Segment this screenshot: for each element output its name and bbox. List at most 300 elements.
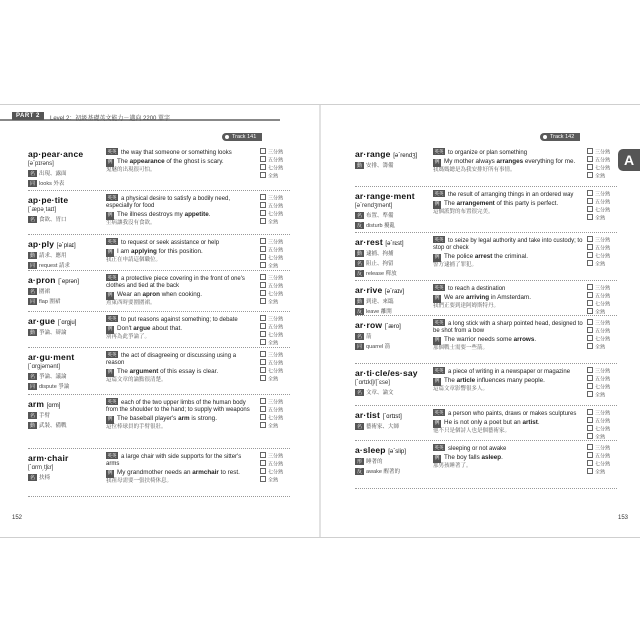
mastery-label: 七分熟 [595, 253, 611, 260]
pos-meaning: looks 外表 [39, 181, 65, 187]
headword [355, 445, 433, 455]
mastery-option[interactable] [587, 383, 617, 391]
pos-meaning: 箭 [366, 334, 372, 340]
mastery-option[interactable] [260, 274, 290, 282]
english-definition [433, 190, 583, 199]
mastery-checkbox[interactable] [587, 214, 593, 220]
mastery-checkbox[interactable] [260, 282, 266, 288]
mastery-option[interactable] [260, 246, 290, 254]
mastery-option[interactable] [260, 460, 290, 468]
en-en-tag: 英英 [434, 445, 444, 450]
mastery-checkbox[interactable] [260, 254, 266, 260]
en-en-tag: 英英 [434, 149, 444, 154]
vocab-entry [355, 187, 617, 233]
headword-text: ar·range [355, 149, 391, 159]
mastery-option[interactable] [587, 444, 617, 452]
mastery-label: 三分熟 [595, 285, 611, 292]
example-text: The [444, 200, 457, 207]
mastery-option[interactable] [587, 335, 617, 343]
mastery-label: 全熟 [268, 477, 279, 484]
mastery-checkbox[interactable] [260, 460, 266, 466]
pos-badge: 名 [30, 171, 36, 177]
mastery-checkbox[interactable] [260, 262, 266, 268]
definition-text: a protective piece covering in the front of one's clothes and tied at the back [106, 276, 245, 289]
mastery-option[interactable] [260, 298, 290, 306]
pos-meaning: 阻止、拘留 [366, 261, 394, 267]
pronunciation: [əˋrendʒ] [393, 153, 418, 159]
example-sentence [433, 294, 583, 303]
part-of-speech-row [355, 342, 433, 350]
headword-text: a·pron [28, 275, 56, 285]
letter-index-tab[interactable]: A [618, 149, 640, 171]
example-text: My grandmother needs an [117, 469, 193, 476]
mastery-option[interactable] [260, 290, 290, 298]
mastery-checkbox[interactable] [587, 327, 593, 333]
pos-meaning: 食欲、胃口 [39, 217, 67, 223]
example-text: My mother always [444, 158, 497, 165]
pos-meaning: 手臂 [39, 413, 51, 419]
part-of-speech-row [355, 249, 433, 257]
mastery-option[interactable] [587, 417, 617, 425]
pronunciation: [əˋrendʒmənt] [355, 203, 393, 209]
mastery-checkbox[interactable] [587, 391, 593, 397]
entry-headword-block [355, 320, 433, 350]
mastery-checklist [260, 194, 290, 226]
example-keyword: arranges [496, 158, 524, 165]
mastery-option[interactable] [260, 148, 290, 156]
mastery-option[interactable] [260, 262, 290, 270]
mastery-checklist [587, 148, 617, 180]
entry-headword-block [28, 352, 106, 390]
definition-text: to put reasons against something; to debate [121, 317, 238, 323]
pos-badge: 同 [30, 299, 36, 305]
pronunciation: [ɑrm] [46, 403, 61, 409]
example-translation: 這個派對的布置很完美。 [433, 208, 494, 215]
mastery-option[interactable] [260, 194, 290, 202]
mastery-checkbox[interactable] [260, 414, 266, 420]
mastery-checkbox[interactable] [587, 319, 593, 325]
mastery-checkbox[interactable] [587, 335, 593, 341]
pos-badge: 名 [30, 475, 36, 481]
mastery-option[interactable] [260, 218, 290, 226]
mastery-label: 五分熟 [595, 328, 611, 335]
mastery-checkbox[interactable] [260, 164, 266, 170]
mastery-checkbox[interactable] [260, 359, 266, 365]
mastery-label: 五分熟 [595, 293, 611, 300]
mastery-option[interactable] [587, 433, 617, 441]
mastery-checkbox[interactable] [260, 406, 266, 412]
mastery-option[interactable] [587, 308, 617, 316]
mastery-label: 七分熟 [595, 384, 611, 391]
mastery-checklist [587, 367, 617, 399]
mastery-checkbox[interactable] [260, 290, 266, 296]
mastery-checkbox[interactable] [587, 198, 593, 204]
example-tag: 例 [434, 254, 440, 260]
definition-text: to request or seek assistance or help [121, 240, 220, 246]
mastery-checkbox[interactable] [260, 476, 266, 482]
mastery-option[interactable] [260, 359, 290, 367]
mastery-checkbox[interactable] [587, 417, 593, 423]
headword [28, 195, 106, 205]
mastery-checkbox[interactable] [587, 409, 593, 415]
mastery-option[interactable] [260, 156, 290, 164]
example-sentence [433, 253, 583, 262]
entry-headword-block [355, 410, 433, 430]
part-of-speech-row [355, 269, 433, 277]
mastery-option[interactable] [260, 414, 290, 422]
example-keyword: apron [142, 291, 160, 298]
mastery-checkbox[interactable] [587, 367, 593, 373]
mastery-checkbox[interactable] [260, 468, 266, 474]
mastery-option[interactable] [587, 452, 617, 460]
part-of-speech-row [28, 169, 106, 177]
mastery-checkbox[interactable] [587, 260, 593, 266]
page-number-left: 152 [12, 515, 23, 521]
mastery-checkbox[interactable] [260, 298, 266, 304]
mastery-checkbox[interactable] [587, 236, 593, 242]
mastery-checkbox[interactable] [587, 433, 593, 439]
mastery-label: 五分熟 [268, 203, 284, 210]
mastery-checkbox[interactable] [260, 339, 266, 345]
mastery-checkbox[interactable] [260, 422, 266, 428]
mastery-option[interactable] [587, 172, 617, 180]
part-of-speech-row [28, 215, 106, 223]
mastery-label: 全熟 [268, 263, 279, 270]
mastery-checkbox[interactable] [260, 452, 266, 458]
pronunciation: [əˋplaɪ] [56, 243, 76, 249]
mastery-option[interactable] [260, 210, 290, 218]
definition-text: to seize by legal authority and take into custody; to stop or check [433, 238, 583, 251]
mastery-label: 全熟 [595, 344, 606, 351]
mastery-option[interactable] [587, 425, 617, 433]
mastery-checkbox[interactable] [587, 190, 593, 196]
mastery-label: 五分熟 [268, 283, 284, 290]
mastery-checkbox[interactable] [587, 172, 593, 178]
example-keyword: argue [133, 325, 151, 332]
entry-definition-block [433, 444, 583, 470]
example-keyword: applying [131, 248, 157, 255]
entry-headword-block [28, 453, 106, 481]
vocab-entry [28, 449, 290, 497]
mastery-label: 七分熟 [268, 415, 284, 422]
mastery-option[interactable] [587, 300, 617, 308]
left-page-entries [28, 145, 290, 497]
pos-meaning: awake 醒著的 [366, 469, 400, 475]
mastery-label: 七分熟 [268, 211, 284, 218]
mastery-checkbox[interactable] [587, 444, 593, 450]
mastery-option[interactable] [260, 476, 290, 484]
mastery-option[interactable] [260, 172, 290, 180]
example-text: in Amsterdam. [489, 294, 532, 301]
mastery-label: 五分熟 [595, 453, 611, 460]
mastery-option[interactable] [587, 409, 617, 417]
mastery-checkbox[interactable] [260, 315, 266, 321]
headword [355, 191, 433, 201]
vocab-entry [28, 191, 290, 235]
mastery-checkbox[interactable] [260, 210, 266, 216]
mastery-option[interactable] [587, 148, 617, 156]
example-tag: 例 [434, 159, 440, 165]
part-of-speech-row [28, 473, 106, 481]
mastery-checkbox[interactable] [587, 308, 593, 314]
english-definition [106, 351, 256, 367]
mastery-option[interactable] [587, 319, 617, 327]
mastery-option[interactable] [260, 406, 290, 414]
example-keyword: article [456, 377, 476, 384]
definition-text: sleeping or not awake [448, 446, 507, 452]
pos-badge: 名 [30, 217, 36, 223]
mastery-checklist [587, 444, 617, 476]
mastery-label: 三分熟 [595, 149, 611, 156]
pos-meaning: 到達、來臨 [366, 299, 394, 305]
mastery-checkbox[interactable] [587, 452, 593, 458]
headword-text: a·sleep [355, 445, 386, 455]
mastery-option[interactable] [260, 452, 290, 460]
mastery-checkbox[interactable] [260, 274, 266, 280]
mastery-checkbox[interactable] [260, 246, 266, 252]
mastery-checkbox[interactable] [587, 244, 593, 250]
part-of-speech-row [28, 411, 106, 419]
example-text: The [117, 158, 130, 165]
example-text: We are [444, 294, 466, 301]
mastery-option[interactable] [587, 252, 617, 260]
example-translation: 這位棒球員的手臂很壯。 [106, 423, 167, 430]
mastery-label: 七分熟 [595, 461, 611, 468]
mastery-checklist [587, 319, 617, 351]
example-keyword: artist [522, 419, 538, 426]
mastery-checkbox[interactable] [260, 194, 266, 200]
mastery-checkbox[interactable] [587, 156, 593, 162]
entry-definition-block [433, 409, 583, 435]
en-en-tag: 英英 [434, 368, 444, 373]
pos-meaning: quarrel 箭 [366, 344, 391, 350]
mastery-checkbox[interactable] [587, 284, 593, 290]
mastery-checkbox[interactable] [260, 367, 266, 373]
pos-badge: 動 [30, 330, 36, 336]
example-translation: 他不只是個詩人也是個藝術家。 [433, 427, 511, 434]
mastery-label: 三分熟 [268, 453, 284, 460]
mastery-option[interactable] [260, 331, 290, 339]
mastery-label: 全熟 [268, 299, 279, 306]
mastery-label: 七分熟 [595, 426, 611, 433]
mastery-checkbox[interactable] [587, 164, 593, 170]
headword-text: arm·chair [28, 453, 69, 463]
example-translation: 警方逮捕了罪犯。 [433, 261, 478, 268]
mastery-checkbox[interactable] [587, 468, 593, 474]
mastery-checkbox[interactable] [587, 425, 593, 431]
mastery-checkbox[interactable] [260, 218, 266, 224]
mastery-option[interactable] [260, 351, 290, 359]
mastery-label: 五分熟 [595, 157, 611, 164]
pos-meaning: 請求、應用 [39, 253, 67, 259]
pos-meaning: 圍裙 [39, 289, 51, 295]
mastery-option[interactable] [260, 254, 290, 262]
mastery-option[interactable] [587, 327, 617, 335]
example-translation: 那個戰士需要一些箭。 [433, 344, 489, 351]
mastery-label: 七分熟 [268, 469, 284, 476]
headword-text: ar·ti·cle/es·say [355, 368, 418, 378]
mastery-checkbox[interactable] [260, 156, 266, 162]
definition-text: to organize or plan something [448, 150, 528, 156]
mastery-checkbox[interactable] [260, 398, 266, 404]
mastery-checkbox[interactable] [587, 460, 593, 466]
mastery-option[interactable] [260, 315, 290, 323]
mastery-checkbox[interactable] [260, 238, 266, 244]
mastery-checkbox[interactable] [260, 172, 266, 178]
headword [28, 239, 106, 249]
mastery-checkbox[interactable] [587, 252, 593, 258]
mastery-checkbox[interactable] [260, 331, 266, 337]
mastery-checkbox[interactable] [587, 383, 593, 389]
mastery-option[interactable] [587, 198, 617, 206]
example-sentence [106, 368, 256, 377]
mastery-checklist [260, 238, 290, 270]
en-en-tag: 英英 [434, 320, 444, 325]
example-text: when cooking. [159, 291, 202, 298]
mastery-option[interactable] [587, 292, 617, 300]
pos-badge: 動 [357, 163, 363, 169]
mastery-checkbox[interactable] [260, 323, 266, 329]
pos-badge: 同 [30, 384, 36, 390]
mastery-option[interactable] [260, 339, 290, 347]
mastery-checklist [587, 284, 617, 316]
mastery-checkbox[interactable] [260, 202, 266, 208]
entry-definition-block [433, 367, 583, 393]
mastery-checkbox[interactable] [260, 351, 266, 357]
mastery-label: 全熟 [595, 434, 606, 441]
mastery-option[interactable] [587, 260, 617, 268]
mastery-option[interactable] [260, 164, 290, 172]
mastery-label: 全熟 [268, 423, 279, 430]
mastery-option[interactable] [260, 238, 290, 246]
part-of-speech-row [355, 422, 433, 430]
mastery-checkbox[interactable] [587, 148, 593, 154]
headword-text: ap·pear·ance [28, 149, 84, 159]
mastery-label: 三分熟 [595, 445, 611, 452]
mastery-label: 全熟 [268, 376, 279, 383]
mastery-option[interactable] [260, 323, 290, 331]
mastery-option[interactable] [587, 190, 617, 198]
mastery-option[interactable] [587, 156, 617, 164]
example-text: I am [117, 248, 132, 255]
mastery-label: 全熟 [268, 173, 279, 180]
part-of-speech-row [28, 179, 106, 187]
mastery-option[interactable] [587, 391, 617, 399]
vocab-entry [28, 271, 290, 312]
part-of-speech-row [28, 261, 106, 269]
headword [28, 399, 106, 409]
example-text: Don't [117, 325, 134, 332]
pos-badge: 同 [30, 263, 36, 269]
example-keyword: appetite [184, 211, 209, 218]
mastery-checkbox[interactable] [587, 343, 593, 349]
mastery-option[interactable] [587, 164, 617, 172]
mastery-option[interactable] [260, 398, 290, 406]
mastery-option[interactable] [587, 460, 617, 468]
definition-text: a physical desire to satisfy a bodily need, especially for food [106, 196, 231, 209]
headword [355, 368, 433, 378]
mastery-checkbox[interactable] [587, 375, 593, 381]
entry-definition-block [433, 190, 583, 216]
mastery-option[interactable] [260, 367, 290, 375]
entry-definition-block [106, 452, 256, 485]
example-text: The warrior needs some [444, 336, 514, 343]
mastery-option[interactable] [260, 375, 290, 383]
entry-headword-block [355, 191, 433, 229]
mastery-label: 五分熟 [595, 418, 611, 425]
track-badge-left[interactable]: Track 141 [222, 133, 262, 141]
example-translation: 生病讓我沒有食欲。 [106, 219, 156, 226]
mastery-checkbox[interactable] [587, 206, 593, 212]
mastery-label: 全熟 [595, 261, 606, 268]
example-text: of this essay is clear. [158, 368, 219, 375]
mastery-label: 七分熟 [595, 207, 611, 214]
mastery-label: 五分熟 [268, 461, 284, 468]
example-translation: 這篇文章影響很多人。 [433, 385, 489, 392]
mastery-option[interactable] [587, 236, 617, 244]
pronunciation: [ˋɑrtɪkḷ]/[ˋɛse] [355, 380, 390, 386]
entry-definition-block [433, 236, 583, 269]
book-spread [0, 104, 640, 538]
part-of-speech-row [355, 307, 433, 315]
mastery-checkbox[interactable] [260, 148, 266, 154]
pos-badge: 名 [357, 261, 363, 267]
example-text: The police [444, 253, 475, 260]
mastery-checklist [260, 398, 290, 430]
track-badge-right[interactable]: Track 142 [540, 133, 580, 141]
vocab-entry [355, 233, 617, 281]
entry-headword-block [355, 285, 433, 315]
pos-badge: 名 [30, 374, 36, 380]
part-of-speech-row [28, 421, 106, 429]
mastery-option[interactable] [587, 343, 617, 351]
mastery-checkbox[interactable] [587, 292, 593, 298]
mastery-checkbox[interactable] [587, 300, 593, 306]
mastery-option[interactable] [260, 468, 290, 476]
mastery-option[interactable] [260, 422, 290, 430]
mastery-option[interactable] [587, 284, 617, 292]
mastery-option[interactable] [587, 214, 617, 222]
example-text: everything for me. [523, 158, 576, 165]
definition-text: a piece of writing in a newspaper or magazine [448, 369, 571, 375]
pos-badge: 同 [30, 181, 36, 187]
example-sentence [106, 325, 256, 334]
mastery-option[interactable] [587, 468, 617, 476]
english-definition [106, 452, 256, 468]
mastery-label: 三分熟 [595, 410, 611, 417]
example-sentence [433, 419, 583, 428]
mastery-option[interactable] [587, 244, 617, 252]
pos-meaning: 文章、論文 [366, 390, 394, 396]
mastery-checkbox[interactable] [260, 375, 266, 381]
english-definition [433, 367, 583, 376]
mastery-option[interactable] [587, 367, 617, 375]
example-tag: 例 [434, 378, 440, 384]
headword [355, 285, 433, 295]
mastery-option[interactable] [260, 202, 290, 210]
en-en-tag: 英英 [107, 149, 117, 154]
mastery-option[interactable] [587, 206, 617, 214]
example-text: . [501, 454, 503, 461]
mastery-option[interactable] [587, 375, 617, 383]
mastery-option[interactable] [260, 282, 290, 290]
pronunciation: [ˋɑrgjəmənt] [28, 364, 61, 370]
pos-meaning: 藝術家、大師 [366, 424, 400, 430]
pos-badge: 反 [357, 271, 363, 277]
pos-badge: 同 [357, 344, 363, 350]
pos-badge: 動 [357, 299, 363, 305]
english-definition [433, 319, 583, 335]
